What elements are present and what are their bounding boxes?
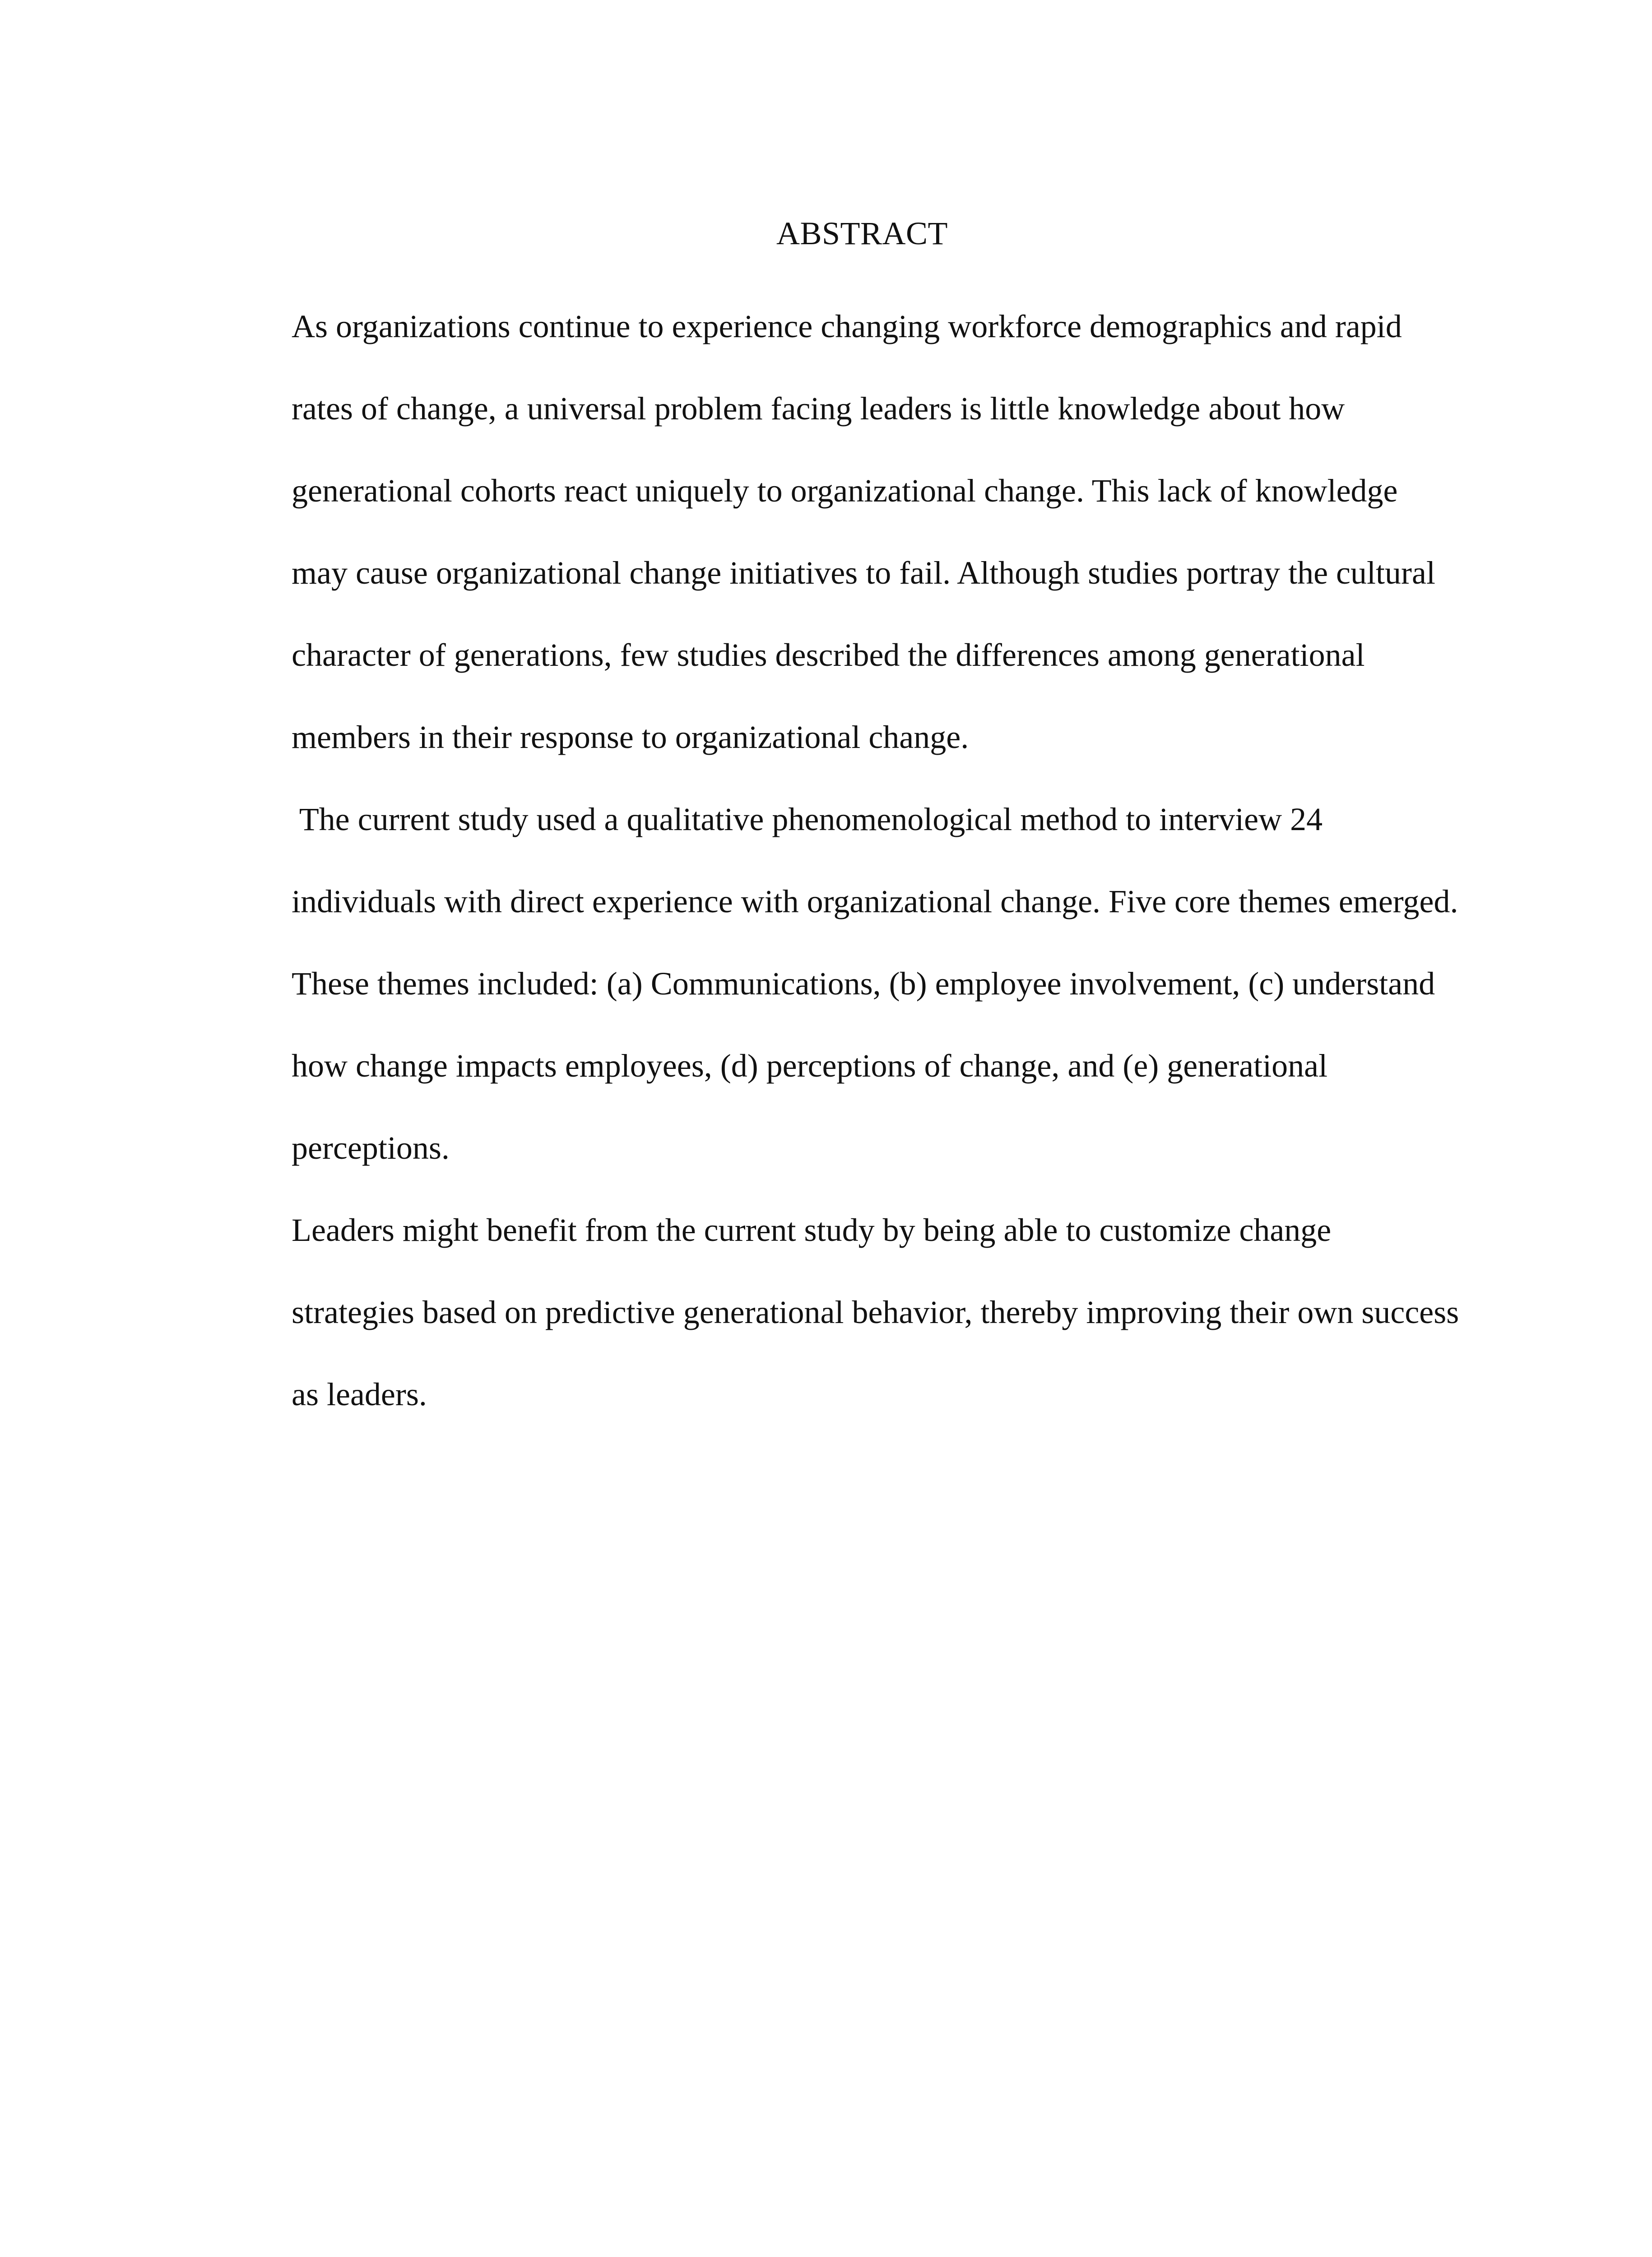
- text-line: individuals with direct experience with organizational change. Five core themes emerged.: [292, 883, 1458, 920]
- text-line: may cause organizational change initiatives to fail. Although studies portray the cultural: [292, 555, 1435, 591]
- text-line: rates of change, a universal problem facing leaders is little knowledge about how: [292, 390, 1345, 427]
- text-line: how change impacts employees, (d) perceptions of change, and (e) generational: [292, 1048, 1328, 1084]
- text-line: These themes included: (a) Communications, (b) employee involvement, (c) understand: [292, 966, 1435, 1002]
- text-line: Leaders might benefit from the current study by being able to customize change: [292, 1212, 1332, 1248]
- text-line: generational cohorts react uniquely to organizational change. This lack of knowledge: [292, 473, 1398, 509]
- text-line: perceptions.: [292, 1130, 450, 1166]
- text-line: members in their response to organizational change.: [292, 719, 969, 755]
- text-line: As organizations continue to experience changing workforce demographics and rapid: [292, 308, 1402, 344]
- text-line: character of generations, few studies described the differences among generational: [292, 637, 1365, 673]
- text-line: The current study used a qualitative phenomenological method to interview 24: [292, 801, 1323, 837]
- text-line: as leaders.: [292, 1376, 427, 1412]
- text-line: strategies based on predictive generational behavior, thereby improving their own success: [292, 1294, 1459, 1330]
- abstract-body: [292, 285, 1546, 1435]
- page-title: ABSTRACT: [776, 215, 948, 251]
